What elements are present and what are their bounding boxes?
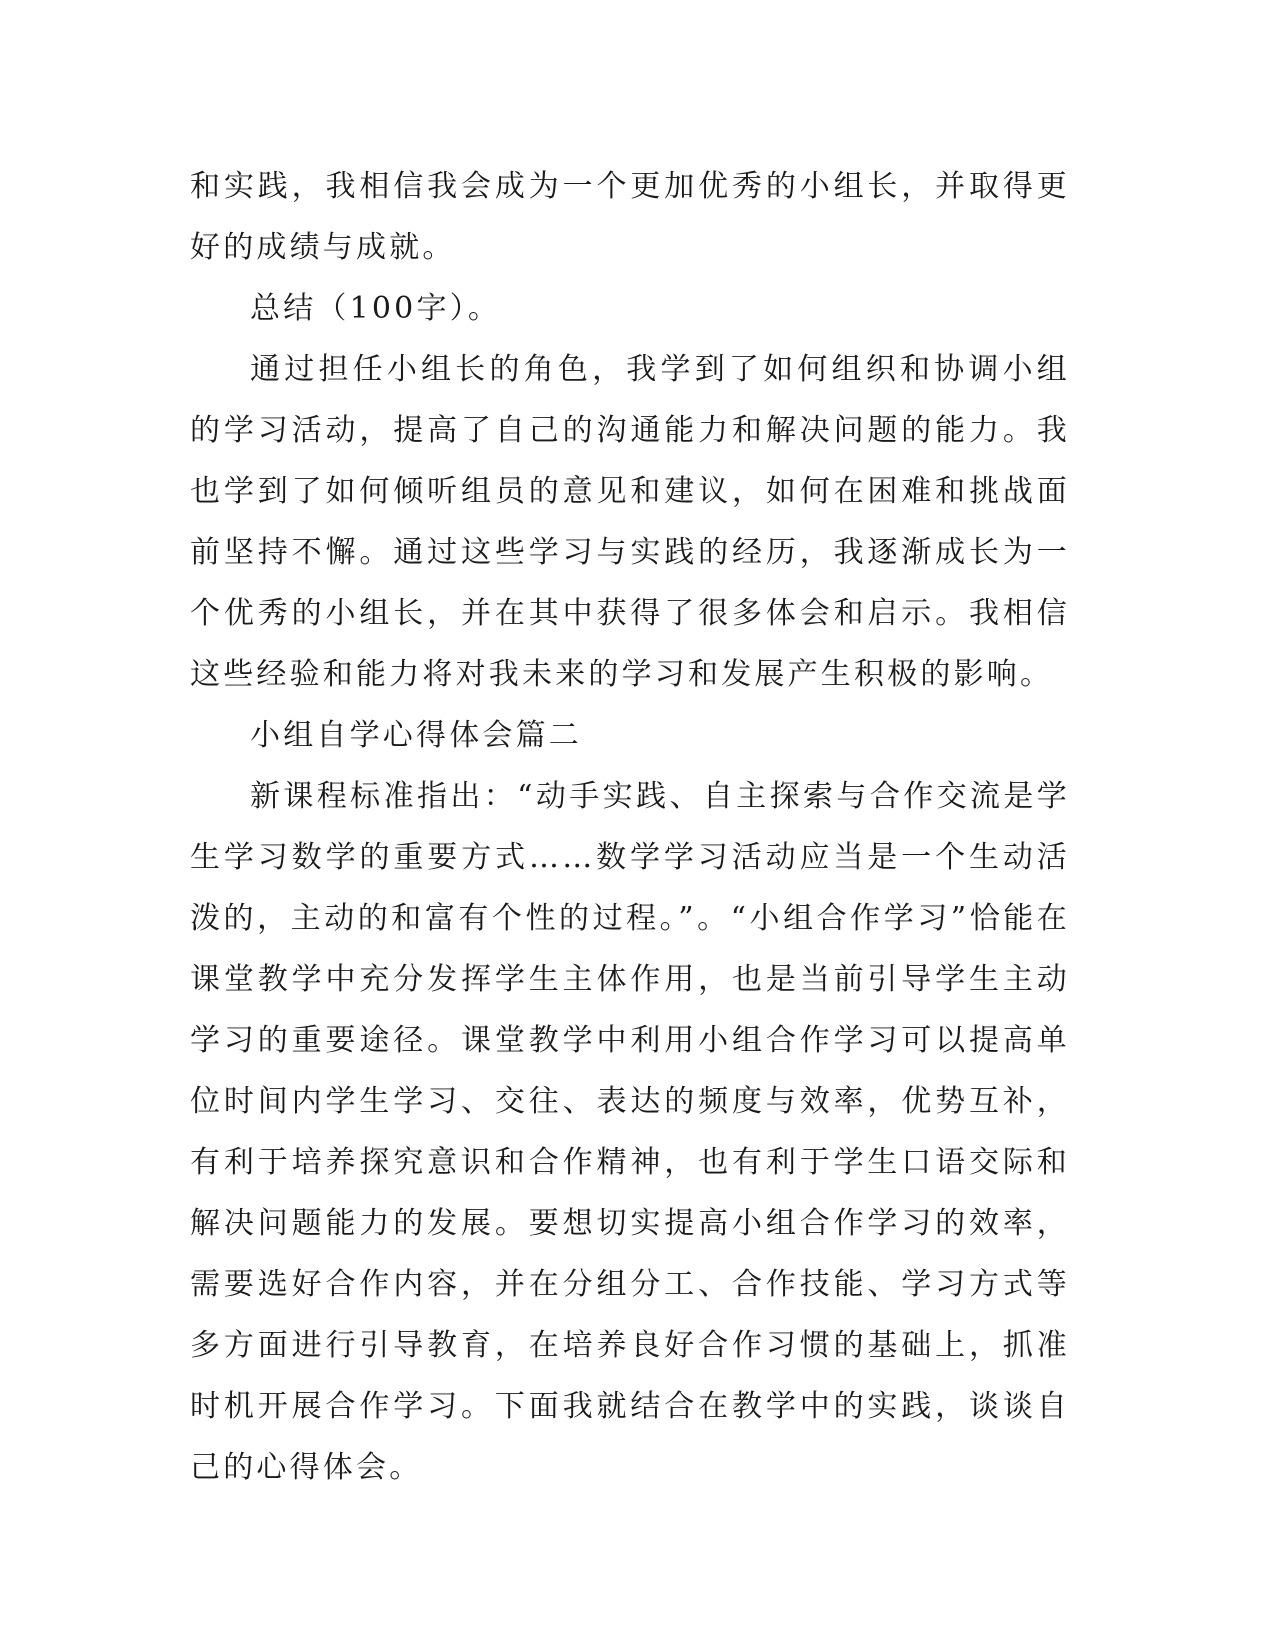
continued-paragraph: 和实践，我相信我会成为一个更加优秀的小组长，并取得更好的成绩与成就。	[190, 169, 1070, 265]
section-two-title: 小组自学心得体会篇二	[250, 718, 582, 753]
summary-heading: 总结（100字）。	[250, 291, 502, 326]
document-body	[190, 156, 1070, 1498]
section-two-paragraph: 新课程标准指出：“动手实践、自主探索与合作交流是学生学习数学的重要方式……数学学习活动应当是一个生动活泼的，主动的和富有个性的过程。”。“小组合作学习”恰能在课堂教学中充分发挥学生主体作用，也是当前引导学生主动学习的重要途径。课堂教学中利用小组合作学习可以提高单位时间内学生学习、交往、表达的频度与效率，优势互补，有利于培养探究意识和合作精神，也有利于学生口语交际和解决问题能力的发展。要想切实提高小组合作学习的效率，需要选好合作内容，并在分组分工、合作技能、学习方式等多方面进行引导教育，在培养良好合作习惯的基础上，抓准时机开展合作学习。下面我就结合在教学中的实践，谈谈自己的心得体会。	[190, 779, 1070, 1485]
summary-paragraph: 通过担任小组长的角色，我学到了如何组织和协调小组的学习活动，提高了自己的沟通能力和解决问题的能力。我也学到了如何倾听组员的意见和建议，如何在困难和挑战面前坚持不懈。通过这些学习与实践的经历，我逐渐成长为一个优秀的小组长，并在其中获得了很多体会和启示。我相信这些经验和能力将对我未来的学习和发展产生积极的影响。	[190, 352, 1070, 692]
